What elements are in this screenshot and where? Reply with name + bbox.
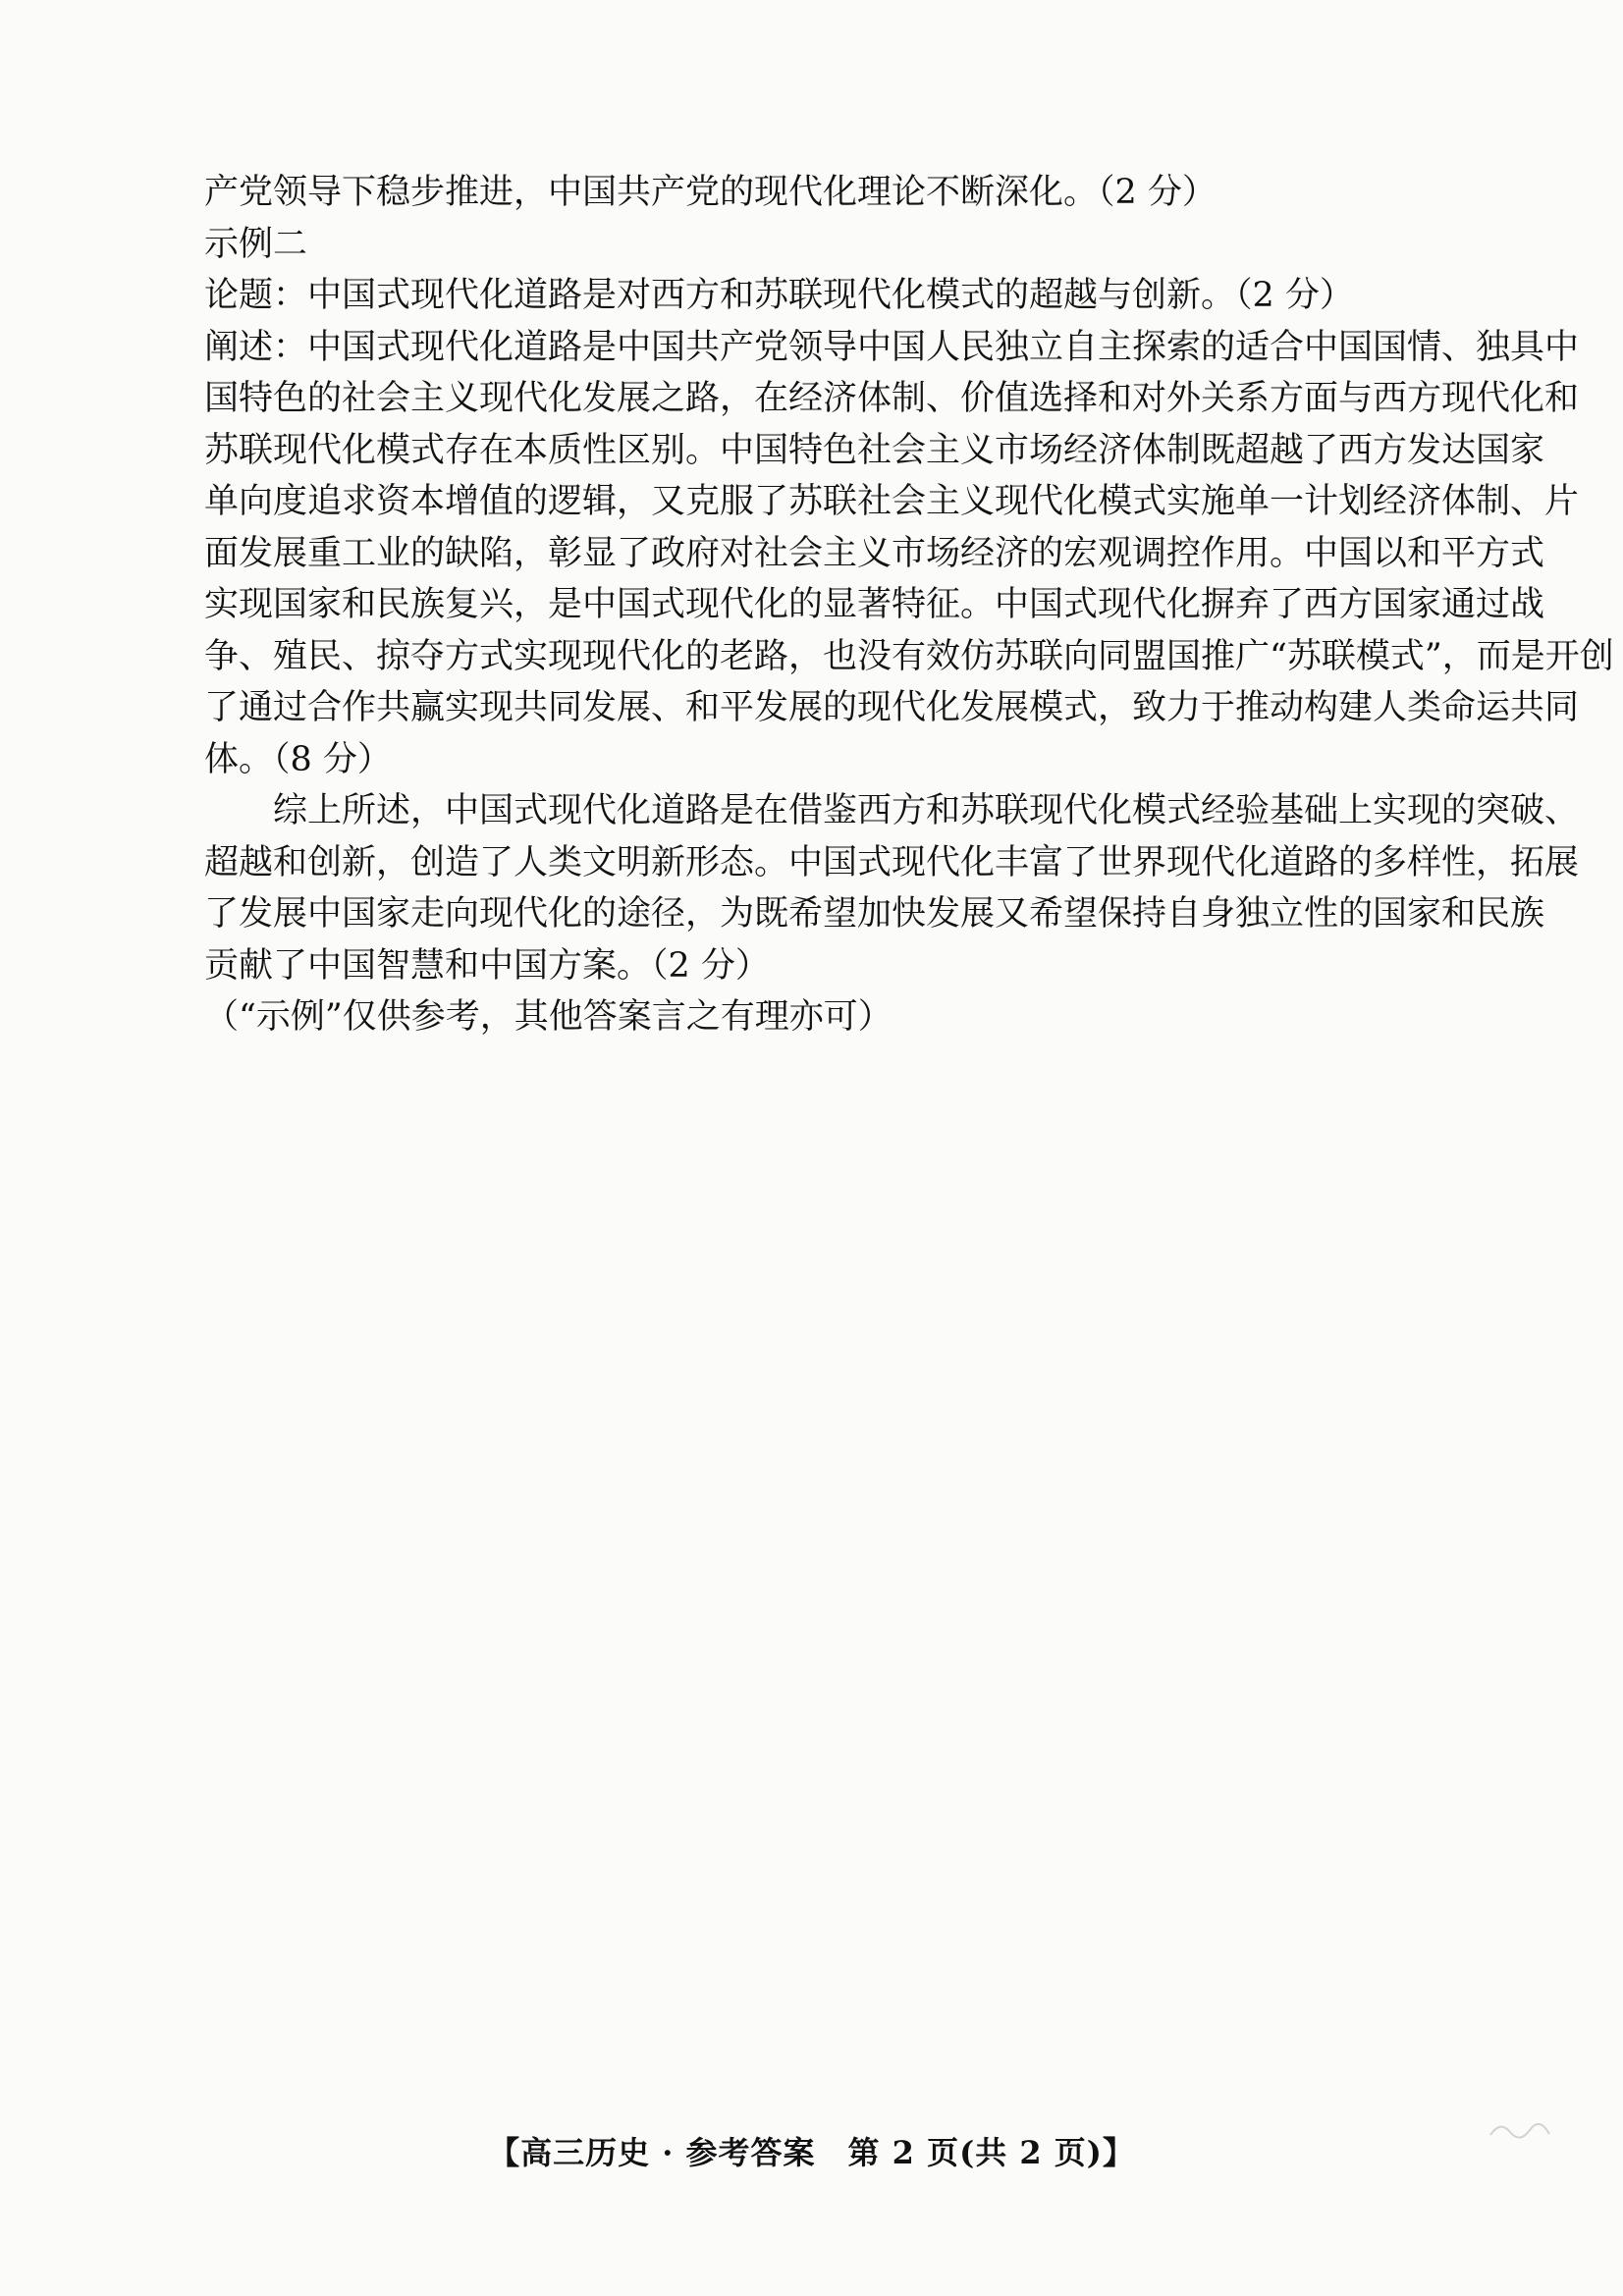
paragraph-line: 单向度追求资本增值的逻辑，又克服了苏联社会主义现代化模式实施单一计划经济体制、片 bbox=[204, 482, 1580, 521]
summary-line: 超越和创新，创造了人类文明新形态。中国式现代化丰富了世界现代化道路的多样性，拓展 bbox=[204, 842, 1580, 882]
example-heading: 示例二 bbox=[204, 224, 308, 264]
thesis-line: 论题：中国式现代化道路是对西方和苏联现代化模式的超越与创新。（2 分） bbox=[204, 276, 1354, 315]
summary-line: 综上所述，中国式现代化道路是在借鉴西方和苏联现代化模式经验基础上实现的突破、 bbox=[273, 791, 1580, 830]
paragraph-line: 国特色的社会主义现代化发展之路，在经济体制、价值选择和对外关系方面与西方现代化和 bbox=[204, 379, 1580, 418]
answer-body bbox=[204, 167, 1614, 1043]
paragraph-line: 争、殖民、掠夺方式实现现代化的老路，也没有效仿苏联向同盟国推广“苏联模式”，而是开创 bbox=[204, 636, 1614, 676]
paragraph-line: 面发展重工业的缺陷，彰显了政府对社会主义市场经济的宏观调控作用。中国以和平方式 bbox=[204, 533, 1545, 573]
page-footer: 【高三历史 · 参考答案 第 2 页(共 2 页)】 bbox=[488, 2134, 1135, 2171]
paragraph-line: 实现国家和民族复兴，是中国式现代化的显著特征。中国式现代化摒弃了西方国家通过战 bbox=[204, 585, 1545, 624]
paragraph-line: 体。（8 分） bbox=[204, 739, 392, 779]
paragraph-line: 苏联现代化模式存在本质性区别。中国特色社会主义市场经济体制既超越了西方发达国家 bbox=[204, 430, 1545, 470]
paragraph-line: 阐述：中国式现代化道路是中国共产党领导中国人民独立自主探索的适合中国国情、独具中 bbox=[204, 327, 1580, 367]
paragraph-line: 了通过合作共赢实现共同发展、和平发展的现代化发展模式，致力于推动构建人类命运共同 bbox=[204, 688, 1580, 727]
paragraph-line: 产党领导下稳步推进，中国共产党的现代化理论不断深化。（2 分） bbox=[204, 173, 1217, 212]
scan-smudge bbox=[1486, 2110, 1554, 2150]
summary-line: 了发展中国家走向现代化的途径，为既希望加快发展又希望保持自身独立性的国家和民族 bbox=[204, 894, 1545, 934]
summary-line: 贡献了中国智慧和中国方案。（2 分） bbox=[204, 945, 770, 986]
note-line: （“示例”仅供参考，其他答案言之有理亦可） bbox=[204, 997, 893, 1037]
